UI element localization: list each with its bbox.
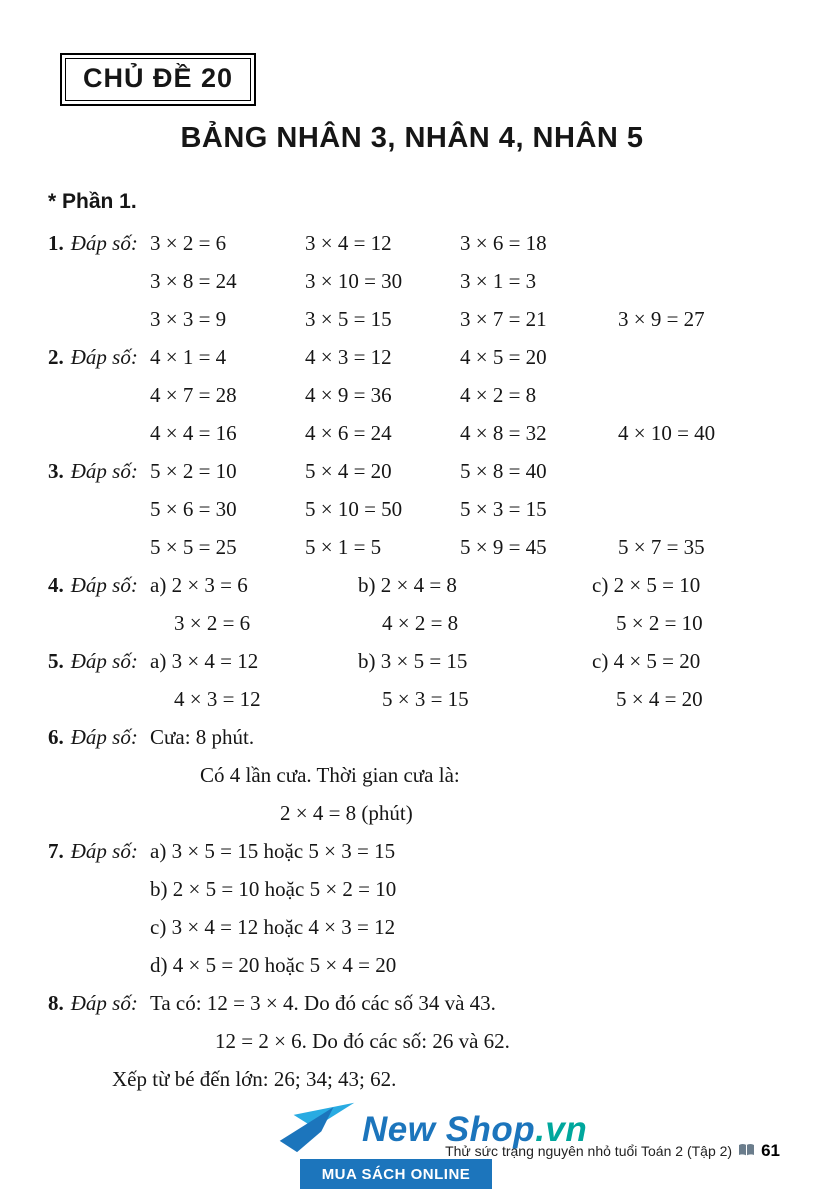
answer-row xyxy=(48,376,784,414)
answer-row xyxy=(48,604,784,642)
dapso-label: Đáp số: xyxy=(70,459,138,483)
logo-text-main: New Shop xyxy=(362,1109,536,1149)
equation: 3 × 5 = 15 xyxy=(305,307,392,331)
equation: 5 × 7 = 35 xyxy=(618,535,705,559)
problem-number: 1. xyxy=(48,231,64,255)
equation: 5 × 9 = 45 xyxy=(460,535,547,559)
logo-text-suffix: .vn xyxy=(535,1109,588,1149)
equation: 3 × 3 = 9 xyxy=(150,307,227,331)
answer-row xyxy=(48,794,784,832)
answer-row xyxy=(48,490,784,528)
page-number: 61 xyxy=(761,1141,780,1160)
problem-number: 7. xyxy=(48,839,64,863)
equation: 4 × 3 = 12 xyxy=(174,687,261,711)
chapter-badge xyxy=(60,53,256,106)
answer-row xyxy=(48,224,784,262)
equation: b) 3 × 5 = 15 xyxy=(358,649,468,673)
answer-row xyxy=(48,338,784,376)
answer-row xyxy=(48,832,784,870)
answer-row xyxy=(48,946,784,984)
equation: 4 × 10 = 40 xyxy=(618,421,716,445)
page-title: BẢNG NHÂN 3, NHÂN 4, NHÂN 5 xyxy=(180,122,644,154)
book-info-text: Thử sức trạng nguyên nhỏ tuổi Toán 2 (Tập 2) xyxy=(445,1143,733,1159)
equation: 4 × 3 = 12 xyxy=(305,345,392,369)
problem-number: 3. xyxy=(48,459,64,483)
equation: 5 × 4 = 20 xyxy=(305,459,392,483)
equation: 5 × 8 = 40 xyxy=(460,459,547,483)
answer-text: c) 3 × 4 = 12 hoặc 4 × 3 = 12 xyxy=(150,915,396,939)
dapso-label: Đáp số: xyxy=(70,725,138,749)
equation: 3 × 6 = 18 xyxy=(460,231,547,255)
equation: 4 × 7 = 28 xyxy=(150,383,237,407)
answer-row xyxy=(48,528,784,566)
dapso-label: Đáp số: xyxy=(70,991,138,1015)
equation: 5 × 5 = 25 xyxy=(150,535,237,559)
answer-row xyxy=(48,718,784,756)
problem-number: 6. xyxy=(48,725,64,749)
answer-row xyxy=(48,262,784,300)
equation: 4 × 8 = 32 xyxy=(460,421,547,445)
equation: 3 × 8 = 24 xyxy=(150,269,237,293)
dapso-label: Đáp số: xyxy=(70,573,138,597)
equation: 5 × 2 = 10 xyxy=(150,459,237,483)
book-icon xyxy=(738,1143,755,1160)
answer-row xyxy=(48,452,784,490)
equation: 5 × 3 = 15 xyxy=(382,687,469,711)
equation: 4 × 5 = 20 xyxy=(460,345,547,369)
answer-row xyxy=(48,1022,784,1060)
equation: 5 × 6 = 30 xyxy=(150,497,237,521)
equation: 5 × 4 = 20 xyxy=(616,687,703,711)
problem-number: 4. xyxy=(48,573,64,597)
answer-row xyxy=(48,1060,784,1098)
answer-text: Ta có: 12 = 3 × 4. Do đó các số 34 và 43. xyxy=(150,991,496,1015)
answer-row xyxy=(48,870,784,908)
answer-text: 12 = 2 × 6. Do đó các số: 26 và 62. xyxy=(215,1029,510,1053)
equation: 4 × 2 = 8 xyxy=(460,383,537,407)
dapso-label: Đáp số: xyxy=(70,839,138,863)
answer-text: b) 2 × 5 = 10 hoặc 5 × 2 = 10 xyxy=(150,877,397,901)
equation: c) 4 × 5 = 20 xyxy=(592,649,701,673)
equation: 3 × 2 = 6 xyxy=(150,231,227,255)
problem-number: 5. xyxy=(48,649,64,673)
answer-row xyxy=(48,414,784,452)
problem-number: 8. xyxy=(48,991,64,1015)
dapso-label: Đáp số: xyxy=(70,649,138,673)
answer-text: Cưa: 8 phút. xyxy=(150,725,255,749)
newshop-swoosh-icon xyxy=(278,1100,356,1159)
answer-row xyxy=(48,300,784,338)
equation: 4 × 2 = 8 xyxy=(382,611,459,635)
answer-text: 2 × 4 = 8 (phút) xyxy=(280,801,413,825)
equation: 4 × 6 = 24 xyxy=(305,421,392,445)
book-info xyxy=(445,1141,780,1161)
dapso-label: Đáp số: xyxy=(70,345,138,369)
answer-row xyxy=(48,642,784,680)
answer-row xyxy=(48,908,784,946)
answer-row xyxy=(48,756,784,794)
answer-row xyxy=(48,984,784,1022)
equation: a) 3 × 4 = 12 xyxy=(150,649,259,673)
equation: 5 × 3 = 15 xyxy=(460,497,547,521)
equation: 3 × 2 = 6 xyxy=(174,611,251,635)
answer-row xyxy=(48,566,784,604)
equation: 5 × 2 = 10 xyxy=(616,611,703,635)
problem-number: 2. xyxy=(48,345,64,369)
answer-text: d) 4 × 5 = 20 hoặc 5 × 4 = 20 xyxy=(150,953,397,977)
answer-row xyxy=(48,680,784,718)
answer-text: Xếp từ bé đến lớn: 26; 34; 43; 62. xyxy=(112,1067,397,1091)
equation: 4 × 9 = 36 xyxy=(305,383,392,407)
equation: a) 2 × 3 = 6 xyxy=(150,573,248,597)
equation: 4 × 1 = 4 xyxy=(150,345,227,369)
answer-text: Có 4 lần cưa. Thời gian cưa là: xyxy=(200,763,460,787)
equation: 3 × 9 = 27 xyxy=(618,307,705,331)
answer-text: a) 3 × 5 = 15 hoặc 5 × 3 = 15 xyxy=(150,839,396,863)
answers-content xyxy=(48,180,784,1098)
dapso-label: Đáp số: xyxy=(70,231,138,255)
equation: b) 2 × 4 = 8 xyxy=(358,573,457,597)
equation: 4 × 4 = 16 xyxy=(150,421,237,445)
equation: 3 × 7 = 21 xyxy=(460,307,547,331)
part-label: * Phần 1. xyxy=(48,190,137,213)
equation: 3 × 1 = 3 xyxy=(460,269,537,293)
mua-sach-banner: MUA SÁCH ONLINE xyxy=(300,1159,492,1189)
equation: 3 × 10 = 30 xyxy=(305,269,403,293)
equation: 3 × 4 = 12 xyxy=(305,231,392,255)
chapter-badge-label: CHỦ ĐỀ 20 xyxy=(65,58,251,101)
equation: c) 2 × 5 = 10 xyxy=(592,573,701,597)
equation: 5 × 1 = 5 xyxy=(305,535,382,559)
equation: 5 × 10 = 50 xyxy=(305,497,403,521)
